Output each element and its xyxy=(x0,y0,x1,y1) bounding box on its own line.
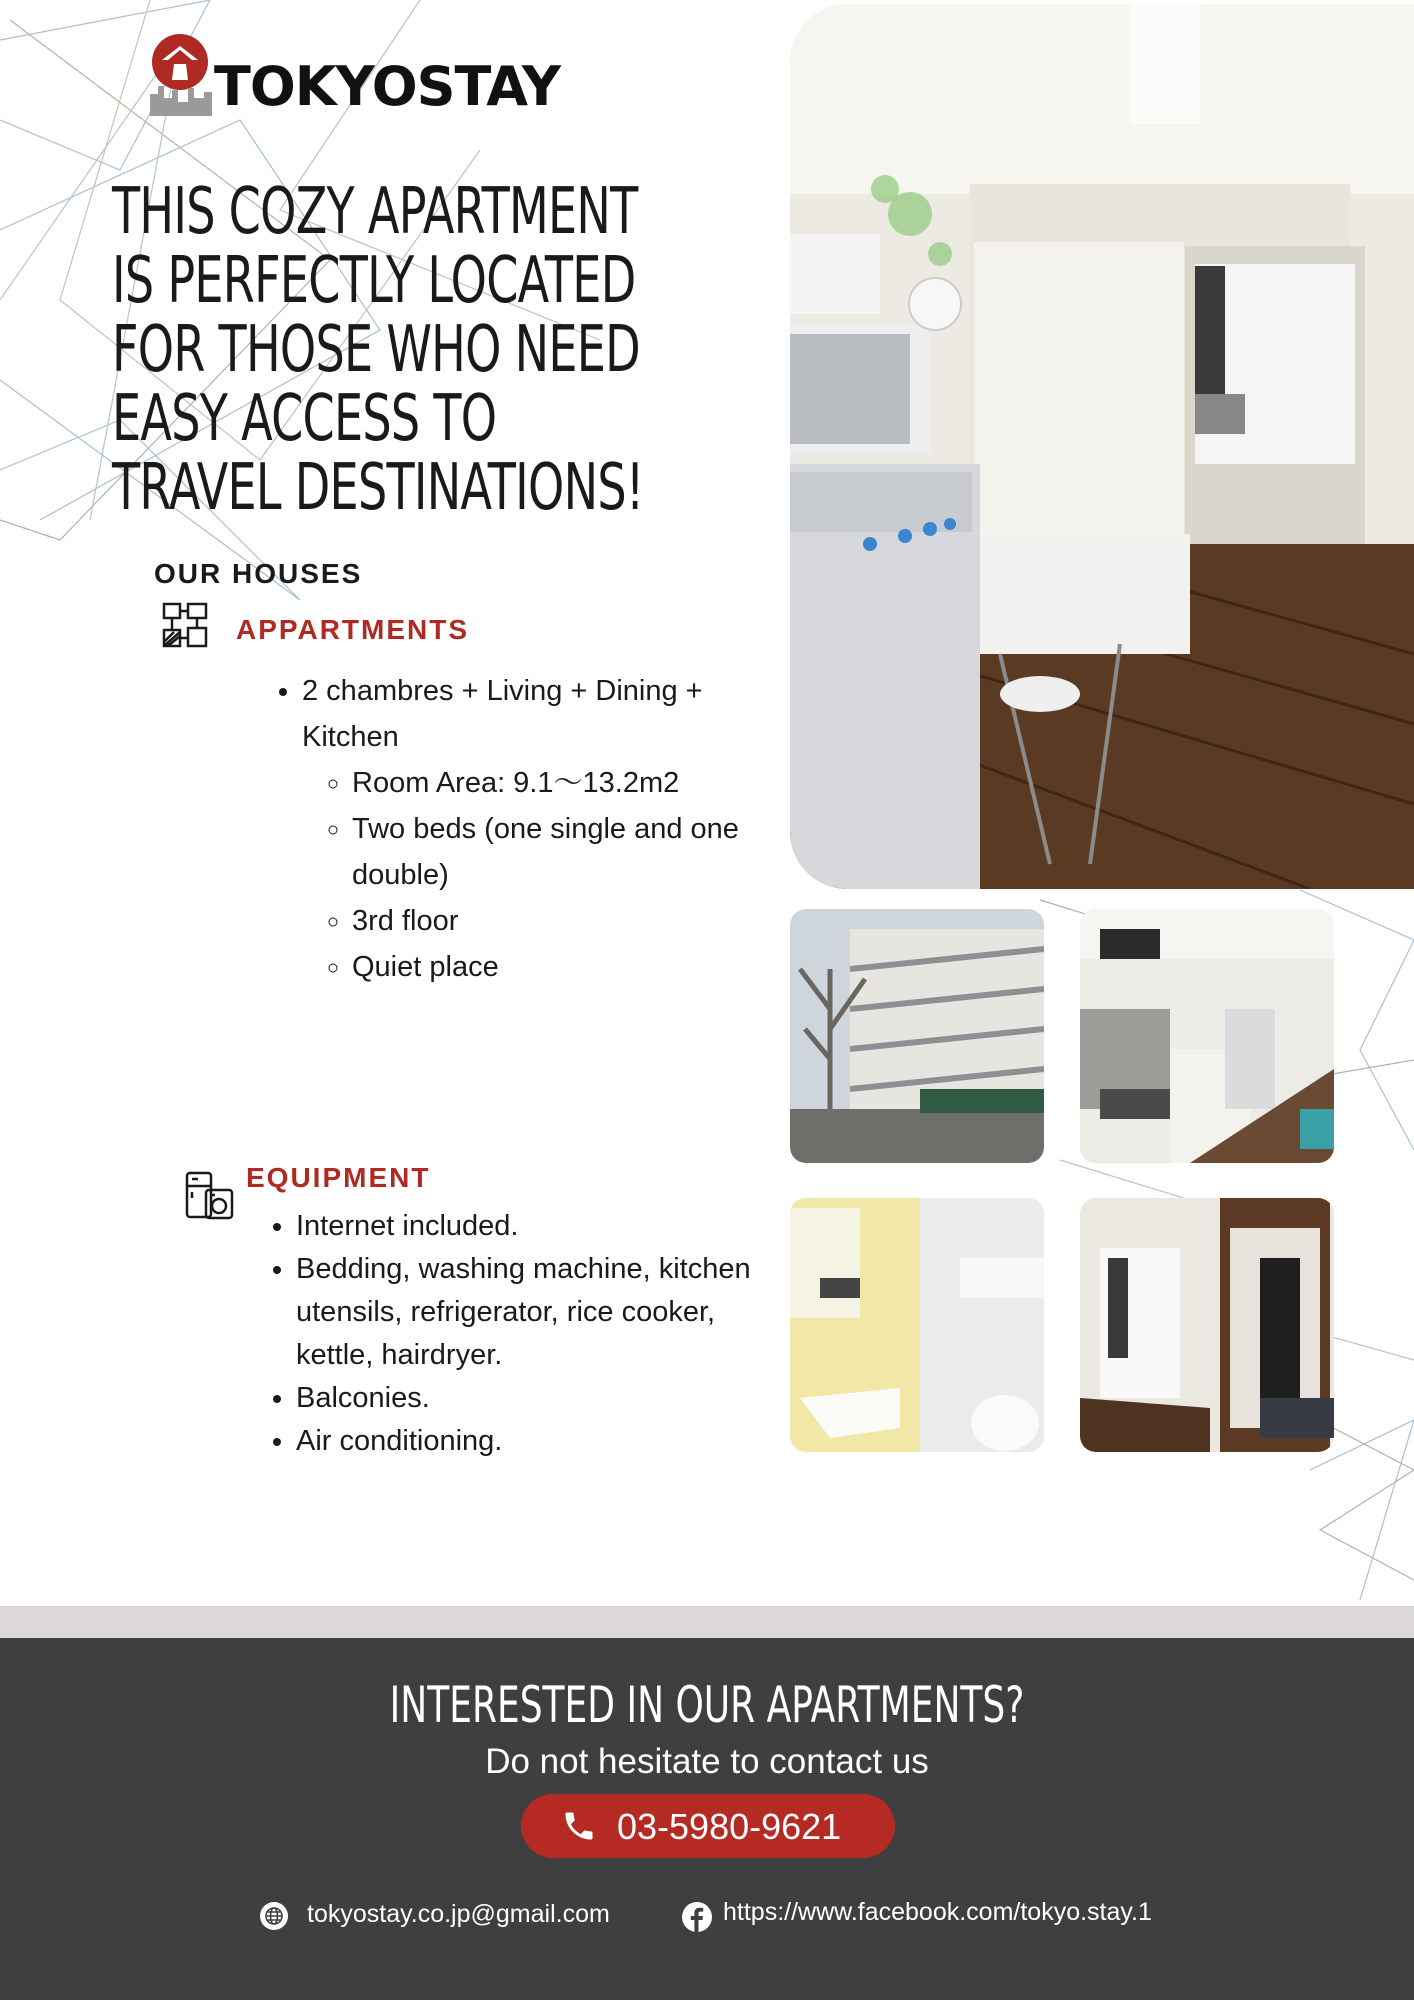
kitchen-photo xyxy=(1080,909,1334,1163)
headline-line: IS PERFECTLY LOCATED xyxy=(112,244,636,318)
phone-icon xyxy=(561,1808,597,1844)
brand-logo xyxy=(148,32,568,122)
facebook-icon xyxy=(681,1901,713,1933)
bedroom-photo xyxy=(1080,1198,1334,1452)
list-item: • 2 chambres + Living + Dining + Kitchen ◦ Room Area: 9.1～13.2m2 ◦ Two beds (one single and one double) ◦ 3rd floor ◦ Quiet place xyxy=(302,668,768,990)
list-item: • Air conditioning. xyxy=(296,1420,772,1463)
headline-line: TRAVEL DESTINATIONS! xyxy=(112,451,644,525)
list-item: ◦ Quiet place xyxy=(352,944,768,990)
list-item: ◦ Two beds (one single and one double) xyxy=(352,806,768,898)
category-title-appartments: APPARTMENTS xyxy=(236,614,470,645)
facebook-link[interactable]: https://www.facebook.com/tokyo.stay.1 xyxy=(723,1898,1152,1926)
list-item: • Internet included. xyxy=(296,1205,772,1248)
headline-line: FOR THOSE WHO NEED xyxy=(112,313,640,387)
apartment-features-list xyxy=(268,668,768,990)
bathroom-photo xyxy=(790,1198,1044,1452)
apartment-details-list xyxy=(318,760,768,990)
headline-line: THIS COZY APARTMENT xyxy=(112,175,638,249)
appliances-icon xyxy=(184,1170,236,1222)
footer-divider-band xyxy=(0,1606,1414,1638)
logo-mark-icon xyxy=(148,32,214,122)
floorplan-icon xyxy=(162,602,210,650)
equipment-list xyxy=(262,1205,772,1463)
list-item: ◦ 3rd floor xyxy=(352,898,768,944)
building-exterior-photo xyxy=(790,909,1044,1163)
category-title-equipment: EQUIPMENT xyxy=(246,1162,431,1193)
email-link[interactable]: tokyostay.co.jp@gmail.com xyxy=(307,1900,610,1928)
footer-subtitle: Do not hesitate to contact us xyxy=(485,1742,929,1781)
footer-title: INTERESTED IN OUR APARTMENTS? xyxy=(389,1676,1025,1734)
list-item: • Balconies. xyxy=(296,1377,772,1420)
phone-call-button[interactable] xyxy=(521,1794,895,1858)
section-title-our-houses: OUR HOUSES xyxy=(154,558,363,589)
footer-contact xyxy=(0,1638,1414,2000)
list-item: • Bedding, washing machine, kitchen utensils, refrigerator, rice cooker, kettle, hairdryer. xyxy=(296,1248,772,1377)
apartment-interior-photo xyxy=(790,4,1414,889)
phone-number: 03-5980-9621 xyxy=(617,1806,842,1847)
brand-name: TOKYOSTAY xyxy=(214,55,560,118)
globe-icon xyxy=(259,1901,289,1931)
headline-line: EASY ACCESS TO xyxy=(112,382,497,456)
list-item: ◦ Room Area: 9.1～13.2m2 xyxy=(352,760,768,806)
headline xyxy=(112,175,644,525)
